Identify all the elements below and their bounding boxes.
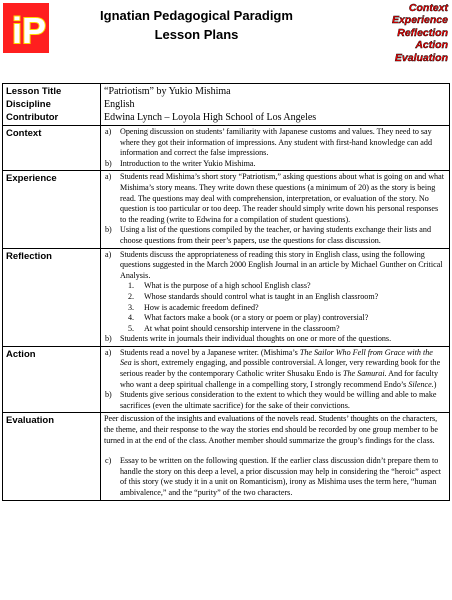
paradigm-word: Context <box>408 2 448 14</box>
list-marker: b) <box>105 225 112 235</box>
question-text: What is the purpose of a high school English class? <box>144 281 311 291</box>
list-item-text: Students read Mishima’s short story “Patriotism,” asking questions about what is going on and what Mishima’s story means. They write down these questions (a minimum of 20) as the story is being read. The questions may deal with comprehension, interpretation, or evaluation of the story. No question is too particular or too deep. The reader should simply write down his personal responses to the reading (write to Edwina for a compilation of student questions). <box>120 172 444 224</box>
logo-text: iP <box>11 10 47 51</box>
list-item <box>104 225 446 246</box>
book-title: The Sailor Who Fell from Grace with the Sea <box>120 347 433 368</box>
question-text: How is academic freedom defined? <box>144 302 259 312</box>
lesson-title-label: Lesson Title <box>6 86 62 97</box>
list-item <box>104 172 446 225</box>
question-text: What factors make a book (or a story or poem or play) controversial? <box>144 313 369 323</box>
ignatian-pedagogy-logo-icon <box>3 3 49 53</box>
context-content <box>101 126 450 171</box>
reflection-row <box>3 248 450 346</box>
question-list <box>120 281 446 334</box>
list-marker: b) <box>105 334 112 344</box>
question-number: 3. <box>128 302 135 312</box>
lesson-plan-table <box>2 83 450 501</box>
list-marker: a) <box>105 172 112 182</box>
question-number: 4. <box>128 313 135 323</box>
discipline-value: English <box>104 99 135 110</box>
question-number: 1. <box>128 281 135 291</box>
meta-row <box>3 84 450 126</box>
meta-values-cell <box>101 84 450 126</box>
reflection-content <box>101 248 450 346</box>
list-marker: a) <box>105 249 112 259</box>
question-item <box>128 292 446 303</box>
list-marker: a) <box>105 347 112 357</box>
book-title: Silence. <box>408 379 434 389</box>
list-marker: b) <box>105 390 112 400</box>
paradigm-word: Action <box>415 39 448 52</box>
question-item <box>128 313 446 324</box>
experience-content <box>101 171 450 248</box>
list-item-text: Students write in journals their individual thoughts on one or more of the questions. <box>120 334 392 344</box>
action-text-part: ) <box>433 379 437 389</box>
list-item <box>104 348 446 390</box>
action-text-part: Students read a novel by a Japanese writer. (Mishima’s <box>120 347 300 357</box>
experience-row <box>3 171 450 248</box>
list-item <box>104 390 446 411</box>
paradigm-word-list <box>356 2 448 64</box>
evaluation-row <box>3 413 450 500</box>
context-label: Context <box>3 126 101 171</box>
action-row <box>3 346 450 413</box>
action-content <box>101 346 450 413</box>
contributor-value: Edwina Lynch – Loyola High School of Los Angeles <box>104 112 317 123</box>
list-item-text: Using a list of the questions compiled by the teacher, or having students exchange their lists and choose questions from their peer’s papers, use the questions for class discussion. <box>120 225 431 245</box>
page-header <box>64 6 329 44</box>
action-text-part: is short, extremely engaging, and possible controversial. A longer, very rewarding book for the serious reader by the contemporary Catholic writer Shusaku Endo is <box>120 358 441 379</box>
action-label: Action <box>3 346 101 413</box>
evaluation-paragraph: Peer discussion of the insights and evaluations of the novels read. Students’ thoughts on the characters, the theme, and their response to the way the stories end should be recorded by one group member to be turned in at the end of the class. Another member should summarize the group’s findings for the class. <box>104 414 438 445</box>
context-row <box>3 126 450 171</box>
book-title: The Samurai. <box>342 369 387 379</box>
reflection-label: Reflection <box>3 248 101 346</box>
header-line2: Lesson Plans <box>154 27 239 42</box>
paradigm-word: Evaluation <box>394 51 448 64</box>
discipline-label: Discipline <box>6 99 51 110</box>
list-marker: c) <box>105 456 112 466</box>
list-item <box>104 456 446 498</box>
list-item-text: Students give serious consideration to the extent to which they would be willing and able to make sacrifices (even the ultimate sacrifice) for the sake of their convictions. <box>120 390 437 410</box>
lesson-title-value: “Patriotism” by Yukio Mishima <box>104 86 231 97</box>
list-item-text: Introduction to the writer Yukio Mishima. <box>120 158 256 168</box>
question-text: At what point should censorship intervene in the classroom? <box>144 323 340 333</box>
contributor-label: Contributor <box>6 112 59 123</box>
list-item <box>104 334 446 345</box>
list-marker: b) <box>105 158 112 168</box>
list-marker: a) <box>105 127 112 136</box>
list-item-text: Opening discussion on students’ familiarity with Japanese customs and values. They need to say where they got their information of impressions. Any student with first-hand knowledge can add information and correct the false impressions. <box>120 127 432 158</box>
list-item-text: Students discuss the appropriateness of reading this story in English class, using the following questions suggested in the March 2000 English Journal in an article by Michael Gunther on Critical Analysis. <box>120 249 443 280</box>
header-line1: Ignatian Pedagogical Paradigm <box>100 8 293 23</box>
question-item <box>128 281 446 292</box>
question-text: Whose standards should control what is taught in an English classroom? <box>144 291 379 301</box>
question-number: 5. <box>128 323 135 333</box>
meta-labels-cell <box>3 84 101 126</box>
list-item <box>104 250 446 335</box>
evaluation-content <box>101 413 450 500</box>
question-item <box>128 303 446 314</box>
question-item <box>128 324 446 335</box>
experience-label: Experience <box>3 171 101 248</box>
list-item <box>104 159 446 170</box>
action-text-part: And for faculty who want a deep spiritual challenge in a compelling story, I strongly recommend Endo’s <box>120 369 439 389</box>
list-item-text: Essay to be written on the following question. If the earlier class discussion didn’t prepare them to handle the story on this deep a level, a prior discussion may help in considering the “heroic” aspect of this story (we study it in a unit on Romanticism), irony as Mishima uses the term here, “human ambivalence,” and the “purity” of the two characters. <box>120 456 441 497</box>
list-item <box>104 127 446 159</box>
evaluation-label: Evaluation <box>3 413 101 500</box>
paradigm-word: Reflection <box>397 26 448 39</box>
paradigm-word: Experience <box>391 14 448 27</box>
question-number: 2. <box>128 291 135 301</box>
